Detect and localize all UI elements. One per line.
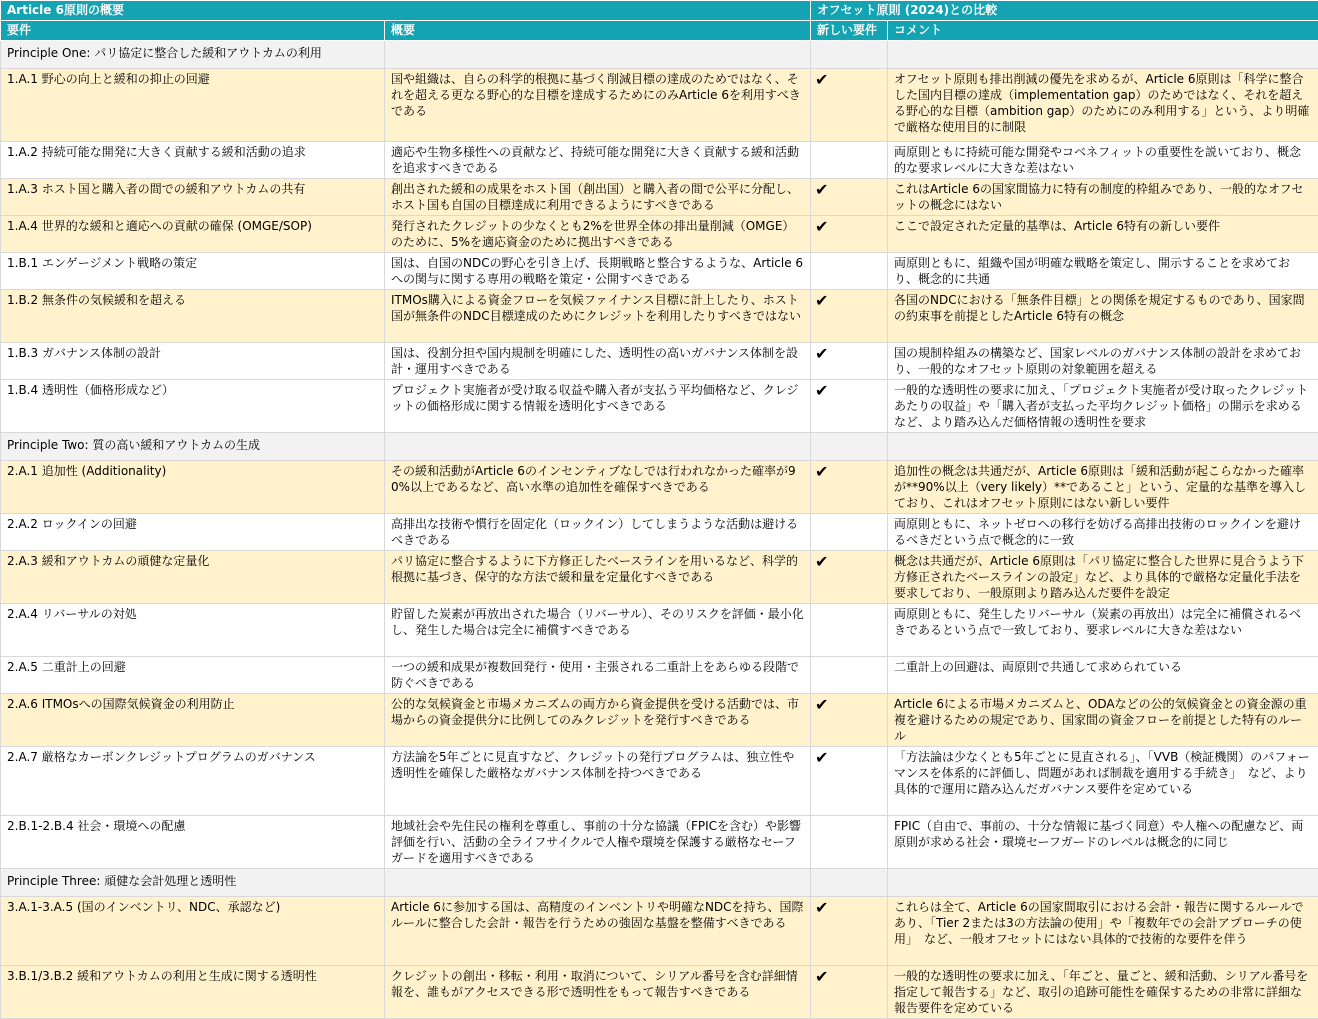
requirement-cell: 2.B.1-2.B.4 社会・環境への配慮 xyxy=(1,816,385,869)
new-requirement-check xyxy=(811,657,888,694)
comment-cell: 各国のNDCにおける「無条件目標」との関係を規定するものであり、国家間の約束事を前提としたArticle 6特有の概念 xyxy=(888,290,1318,343)
table-row xyxy=(1,694,1318,747)
principle-label: Principle Three: 頑健な会計処理と透明性 xyxy=(1,869,385,897)
column-header-comment: コメント xyxy=(888,21,1318,41)
summary-cell: Article 6に参加する国は、高精度のインベントリや明確なNDCを持ち、国際ルールに整合した会計・報告を行うための強固な基盤を整備すべきである xyxy=(385,897,811,966)
table-row xyxy=(1,216,1318,253)
comment-cell: ここで設定された定量的基準は、Article 6特有の新しい要件 xyxy=(888,216,1318,253)
group-header-row xyxy=(1,1,1318,21)
new-requirement-check: ✔ xyxy=(811,380,888,433)
new-requirement-check xyxy=(811,604,888,657)
comment-cell: 概念は共通だが、Article 6原則は「パリ協定に整合した世界に見合うよう下方修正されたベースラインの設定」など、より具体的で厳格な定量化手法を要求しており、一般原則より踏み込んだ要件を設定 xyxy=(888,551,1318,604)
requirement-cell: 1.A.2 持続可能な開発に大きく貢献する緩和活動の追求 xyxy=(1,142,385,179)
summary-cell: 地域社会や先住民の権利を尊重し、事前の十分な協議（FPICを含む）や影響評価を行い、活動の全ライフサイクルで人権や環境を保護する厳格なセーフガードを適用すべきである xyxy=(385,816,811,869)
comment-cell: これはArticle 6の国家間協力に特有の制度的枠組みであり、一般的なオフセットの概念にはない xyxy=(888,179,1318,216)
table-row xyxy=(1,897,1318,966)
requirement-cell: 1.B.3 ガバナンス体制の設計 xyxy=(1,343,385,380)
principle-row xyxy=(1,869,1318,897)
new-requirement-check: ✔ xyxy=(811,966,888,1019)
new-requirement-check: ✔ xyxy=(811,461,888,514)
new-requirement-check xyxy=(811,142,888,179)
comment-cell: FPIC（自由で、事前の、十分な情報に基づく同意）や人権への配慮など、両原則が求める社会・環境セーフガードのレベルは概念的に同じ xyxy=(888,816,1318,869)
empty-cell xyxy=(888,869,1318,897)
requirement-cell: 1.A.1 野心の向上と緩和の抑止の回避 xyxy=(1,69,385,142)
summary-cell: 創出された緩和の成果をホスト国（創出国）と購入者の間で公平に分配し、ホスト国も自国の目標達成に利用できるようにすべきである xyxy=(385,179,811,216)
summary-cell: 貯留した炭素が再放出された場合（リバーサル）、そのリスクを評価・最小化し、発生した場合は完全に補償すべきである xyxy=(385,604,811,657)
empty-cell xyxy=(385,869,811,897)
requirement-cell: 1.A.4 世界的な緩和と適応への貢献の確保 (OMGE/SOP) xyxy=(1,216,385,253)
summary-cell: 発行されたクレジットの少なくとも2%を世界全体の排出量削減（OMGE）のために、5%を適応資金のために拠出すべきである xyxy=(385,216,811,253)
comment-cell: 両原則ともに、ネットゼロへの移行を妨げる高排出技術のロックインを避けるべきだという点で概念的に一致 xyxy=(888,514,1318,551)
group-header-article6: Article 6原則の概要 xyxy=(1,1,811,21)
comment-cell: 両原則ともに、組織や国が明確な戦略を策定し、開示することを求めており、概念的に共通 xyxy=(888,253,1318,290)
column-header-row xyxy=(1,21,1318,41)
requirement-cell: 3.B.1/3.B.2 緩和アウトカムの利用と生成に関する透明性 xyxy=(1,966,385,1019)
comment-cell: 国の規制枠組みの構築など、国家レベルのガバナンス体制の設計を求めており、一般的なオフセット原則の対象範囲を超える xyxy=(888,343,1318,380)
column-header-summary: 概要 xyxy=(385,21,811,41)
principle-row xyxy=(1,41,1318,69)
new-requirement-check: ✔ xyxy=(811,69,888,142)
requirement-cell: 2.A.1 追加性 (Additionality) xyxy=(1,461,385,514)
table-row xyxy=(1,290,1318,343)
empty-cell xyxy=(811,869,888,897)
table-row xyxy=(1,343,1318,380)
requirement-cell: 1.B.2 無条件の気候緩和を超える xyxy=(1,290,385,343)
new-requirement-check xyxy=(811,816,888,869)
new-requirement-check: ✔ xyxy=(811,897,888,966)
new-requirement-check: ✔ xyxy=(811,551,888,604)
empty-cell xyxy=(385,41,811,69)
new-requirement-check: ✔ xyxy=(811,694,888,747)
table-row xyxy=(1,657,1318,694)
table-row xyxy=(1,380,1318,433)
summary-cell: クレジットの創出・移転・利用・取消について、シリアル番号を含む詳細情報を、誰もがアクセスできる形で透明性をもって報告すべきである xyxy=(385,966,811,1019)
table-row xyxy=(1,816,1318,869)
summary-cell: 一つの緩和成果が複数回発行・使用・主張される二重計上をあらゆる段階で防ぐべきである xyxy=(385,657,811,694)
requirement-cell: 2.A.4 リバーサルの対処 xyxy=(1,604,385,657)
requirement-cell: 1.B.1 エンゲージメント戦略の策定 xyxy=(1,253,385,290)
comment-cell: これらは全て、Article 6の国家間取引における会計・報告に関するルールであり、「Tier 2または3の方法論の使用」や「複数年での会計アプローチの使用」 など、一般オフセットにはない具体的で技術的な要件を伴う xyxy=(888,897,1318,966)
requirement-cell: 1.B.4 透明性（価格形成など） xyxy=(1,380,385,433)
requirement-cell: 1.A.3 ホスト国と購入者の間での緩和アウトカムの共有 xyxy=(1,179,385,216)
new-requirement-check: ✔ xyxy=(811,216,888,253)
table-row xyxy=(1,966,1318,1019)
new-requirement-check: ✔ xyxy=(811,343,888,380)
summary-cell: その緩和活動がArticle 6のインセンティブなしでは行われなかった確率が90%以上であるなど、高い水準の追加性を確保すべきである xyxy=(385,461,811,514)
comment-cell: 両原則ともに、発生したリバーサル（炭素の再放出）は完全に補償されるべきであるという点で一致しており、要求レベルに大きな差はない xyxy=(888,604,1318,657)
table-row xyxy=(1,551,1318,604)
principle-label: Principle One: パリ協定に整合した緩和アウトカムの利用 xyxy=(1,41,385,69)
table-row xyxy=(1,142,1318,179)
comment-cell: 一般的な透明性の要求に加え、「プロジェクト実施者が受け取ったクレジットあたりの収益」や「購入者が支払った平均クレジット価格」の開示を求めるなど、より踏み込んだ価格情報の透明性を要求 xyxy=(888,380,1318,433)
empty-cell xyxy=(888,41,1318,69)
summary-cell: 方法論を5年ごとに見直すなど、クレジットの発行プログラムは、独立性や透明性を確保した厳格なガバナンス体制を持つべきである xyxy=(385,747,811,816)
table-row xyxy=(1,253,1318,290)
new-requirement-check xyxy=(811,514,888,551)
summary-cell: プロジェクト実施者が受け取る収益や購入者が支払う平均価格など、クレジットの価格形成に関する情報を透明化すべきである xyxy=(385,380,811,433)
new-requirement-check: ✔ xyxy=(811,290,888,343)
summary-cell: 高排出な技術や慣行を固定化（ロックイン）してしまうような活動は避けるべきである xyxy=(385,514,811,551)
empty-cell xyxy=(811,41,888,69)
table-row xyxy=(1,604,1318,657)
comment-cell: 一般的な透明性の要求に加え、「年ごと、量ごと、緩和活動、シリアル番号を指定して報告する」など、取引の追跡可能性を確保するための非常に詳細な報告要件を定めている xyxy=(888,966,1318,1019)
comment-cell: 両原則ともに持続可能な開発やコベネフィットの重要性を説いており、概念的な要求レベルに大きな差はない xyxy=(888,142,1318,179)
new-requirement-check xyxy=(811,253,888,290)
principle-label: Principle Two: 質の高い緩和アウトカムの生成 xyxy=(1,433,385,461)
comment-cell: オフセット原則も排出削減の優先を求めるが、Article 6原則は「科学に整合した国内目標の達成（implementation gap）のためではなく、それを超える野心的な目標（ambition gap）のためにのみ利用する」という、より明確で厳格な使用目的に制限 xyxy=(888,69,1318,142)
summary-cell: ITMOs購入による資金フローを気候ファイナンス目標に計上したり、ホスト国が無条件のNDC目標達成のためにクレジットを利用したりすべきではない xyxy=(385,290,811,343)
table-row xyxy=(1,514,1318,551)
empty-cell xyxy=(385,433,811,461)
table-row xyxy=(1,747,1318,816)
column-header-requirement: 要件 xyxy=(1,21,385,41)
column-header-new: 新しい要件 xyxy=(811,21,888,41)
requirement-cell: 2.A.3 緩和アウトカムの頑健な定量化 xyxy=(1,551,385,604)
requirement-cell: 2.A.7 厳格なカーボンクレジットプログラムのガバナンス xyxy=(1,747,385,816)
new-requirement-check: ✔ xyxy=(811,747,888,816)
empty-cell xyxy=(888,433,1318,461)
requirement-cell: 3.A.1-3.A.5 (国のインベントリ、NDC、承認など) xyxy=(1,897,385,966)
summary-cell: パリ協定に整合するように下方修正したベースラインを用いるなど、科学的根拠に基づき、保守的な方法で緩和量を定量化すべきである xyxy=(385,551,811,604)
requirement-cell: 2.A.6 ITMOsへの国際気候資金の利用防止 xyxy=(1,694,385,747)
group-header-offset: オフセット原則 (2024)との比較 xyxy=(811,1,1318,21)
table-row xyxy=(1,69,1318,142)
comment-cell: 追加性の概念は共通だが、Article 6原則は「緩和活動が起こらなかった確率が**90%以上（very likely）**であること」という、定量的な基準を導入しており、これはオフセット原則にはない新しい要件 xyxy=(888,461,1318,514)
table-row xyxy=(1,179,1318,216)
requirement-cell: 2.A.5 二重計上の回避 xyxy=(1,657,385,694)
new-requirement-check: ✔ xyxy=(811,179,888,216)
summary-cell: 国は、役割分担や国内規制を明確にした、透明性の高いガバナンス体制を設計・運用すべきである xyxy=(385,343,811,380)
requirement-cell: 2.A.2 ロックインの回避 xyxy=(1,514,385,551)
comment-cell: 二重計上の回避は、両原則で共通して求められている xyxy=(888,657,1318,694)
summary-cell: 国や組織は、自らの科学的根拠に基づく削減目標の達成のためではなく、それを超える更なる野心的な目標を達成するためにのみArticle 6を利用すべきである xyxy=(385,69,811,142)
comment-cell: Article 6による市場メカニズムと、ODAなどの公的気候資金との資金源の重複を避けるための規定であり、国家間の資金フローを前提とした特有のルール xyxy=(888,694,1318,747)
table-row xyxy=(1,461,1318,514)
summary-cell: 国は、自国のNDCの野心を引き上げ、長期戦略と整合するような、Article 6への関与に関する専用の戦略を策定・公開すべきである xyxy=(385,253,811,290)
principle-row xyxy=(1,433,1318,461)
summary-cell: 適応や生物多様性への貢献など、持続可能な開発に大きく貢献する緩和活動を追求すべきである xyxy=(385,142,811,179)
comment-cell: 「方法論は少なくとも5年ごとに見直される」、「VVB（検証機関）のパフォーマンスを体系的に評価し、問題があれば制裁を適用する手続き」 など、より具体的で運用に踏み込んだガバナンス要件を定めている xyxy=(888,747,1318,816)
summary-cell: 公的な気候資金と市場メカニズムの両方から資金提供を受ける活動では、市場からの資金提供分に比例してのみクレジットを発行すべきである xyxy=(385,694,811,747)
empty-cell xyxy=(811,433,888,461)
